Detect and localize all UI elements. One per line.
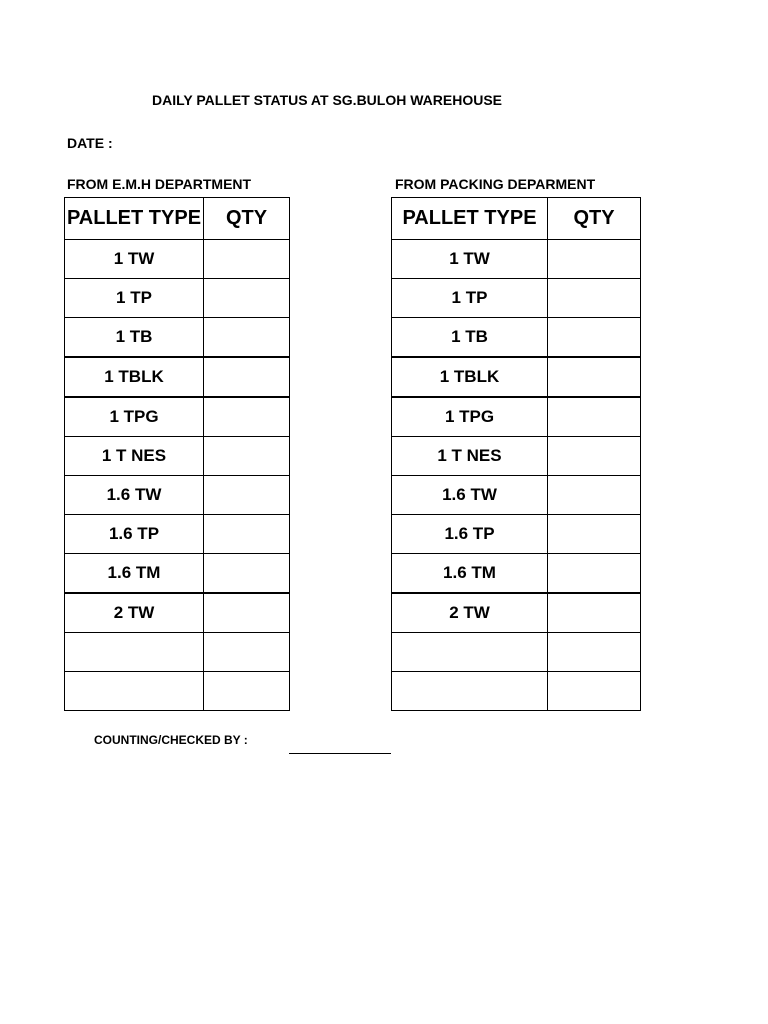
table-row (392, 318, 641, 358)
qty-cell[interactable] (204, 593, 290, 633)
qty-cell[interactable] (204, 397, 290, 437)
qty-cell[interactable] (204, 437, 290, 476)
qty-cell[interactable] (204, 672, 290, 711)
qty-cell[interactable] (204, 357, 290, 397)
table-header-row (65, 198, 290, 240)
table-header-row (392, 198, 641, 240)
qty-cell[interactable] (204, 515, 290, 554)
table-row (65, 357, 290, 397)
emh-department-label: FROM E.M.H DEPARTMENT (67, 176, 252, 192)
qty-header: QTY (204, 198, 290, 240)
pallet-type-cell: 1 TPG (65, 397, 204, 437)
qty-cell[interactable] (548, 593, 641, 633)
pallet-type-cell: 1 TPG (392, 397, 548, 437)
pallet-type-cell: 1 TB (65, 318, 204, 358)
qty-cell[interactable] (204, 633, 290, 672)
qty-cell[interactable] (548, 515, 641, 554)
date-label: DATE : (67, 135, 113, 151)
packing-pallet-table (391, 197, 641, 711)
pallet-type-cell: 2 TW (392, 593, 548, 633)
pallet-type-cell[interactable] (65, 672, 204, 711)
pallet-type-cell[interactable] (65, 633, 204, 672)
pallet-type-cell[interactable] (392, 633, 548, 672)
table-row (392, 515, 641, 554)
qty-cell[interactable] (204, 240, 290, 279)
pallet-type-cell: 1 TBLK (65, 357, 204, 397)
pallet-type-cell: 1 T NES (392, 437, 548, 476)
qty-cell[interactable] (548, 437, 641, 476)
qty-cell[interactable] (548, 554, 641, 594)
table-row (392, 476, 641, 515)
qty-cell[interactable] (548, 240, 641, 279)
table-row (65, 633, 290, 672)
pallet-type-cell: 1 T NES (65, 437, 204, 476)
table-row (392, 279, 641, 318)
qty-cell[interactable] (204, 279, 290, 318)
table-row (65, 240, 290, 279)
pallet-type-cell: 1 TP (65, 279, 204, 318)
pallet-type-header: PALLET TYPE (65, 198, 204, 240)
table-row (392, 593, 641, 633)
table-row (392, 357, 641, 397)
qty-cell[interactable] (548, 476, 641, 515)
qty-cell[interactable] (204, 554, 290, 594)
table-row (65, 593, 290, 633)
table-row (65, 476, 290, 515)
pallet-type-header: PALLET TYPE (392, 198, 548, 240)
pallet-type-cell: 1 TB (392, 318, 548, 358)
qty-cell[interactable] (548, 318, 641, 358)
qty-cell[interactable] (548, 633, 641, 672)
pallet-type-cell: 1.6 TP (392, 515, 548, 554)
qty-cell[interactable] (548, 397, 641, 437)
table-row (392, 554, 641, 594)
signature-line[interactable] (289, 753, 391, 754)
table-row (392, 397, 641, 437)
pallet-type-cell: 1.6 TM (65, 554, 204, 594)
table-row (65, 672, 290, 711)
qty-header: QTY (548, 198, 641, 240)
pallet-type-cell: 2 TW (65, 593, 204, 633)
pallet-type-cell[interactable] (392, 672, 548, 711)
pallet-type-cell: 1.6 TM (392, 554, 548, 594)
pallet-type-cell: 1 TP (392, 279, 548, 318)
packing-department-label: FROM PACKING DEPARMENT (395, 176, 596, 192)
emh-pallet-table (64, 197, 290, 711)
pallet-type-cell: 1 TBLK (392, 357, 548, 397)
table-row (65, 437, 290, 476)
checked-by-label: COUNTING/CHECKED BY : (94, 733, 248, 747)
table-row (65, 279, 290, 318)
qty-cell[interactable] (548, 672, 641, 711)
qty-cell[interactable] (204, 318, 290, 358)
page-title: DAILY PALLET STATUS AT SG.BULOH WAREHOUSE (152, 92, 503, 108)
table-row (65, 554, 290, 594)
table-row (392, 240, 641, 279)
pallet-type-cell: 1 TW (65, 240, 204, 279)
pallet-type-cell: 1 TW (392, 240, 548, 279)
pallet-type-cell: 1.6 TW (392, 476, 548, 515)
table-row (392, 672, 641, 711)
table-row (392, 633, 641, 672)
table-row (392, 437, 641, 476)
pallet-type-cell: 1.6 TP (65, 515, 204, 554)
qty-cell[interactable] (548, 357, 641, 397)
table-row (65, 397, 290, 437)
qty-cell[interactable] (548, 279, 641, 318)
table-row (65, 515, 290, 554)
table-row (65, 318, 290, 358)
pallet-type-cell: 1.6 TW (65, 476, 204, 515)
qty-cell[interactable] (204, 476, 290, 515)
